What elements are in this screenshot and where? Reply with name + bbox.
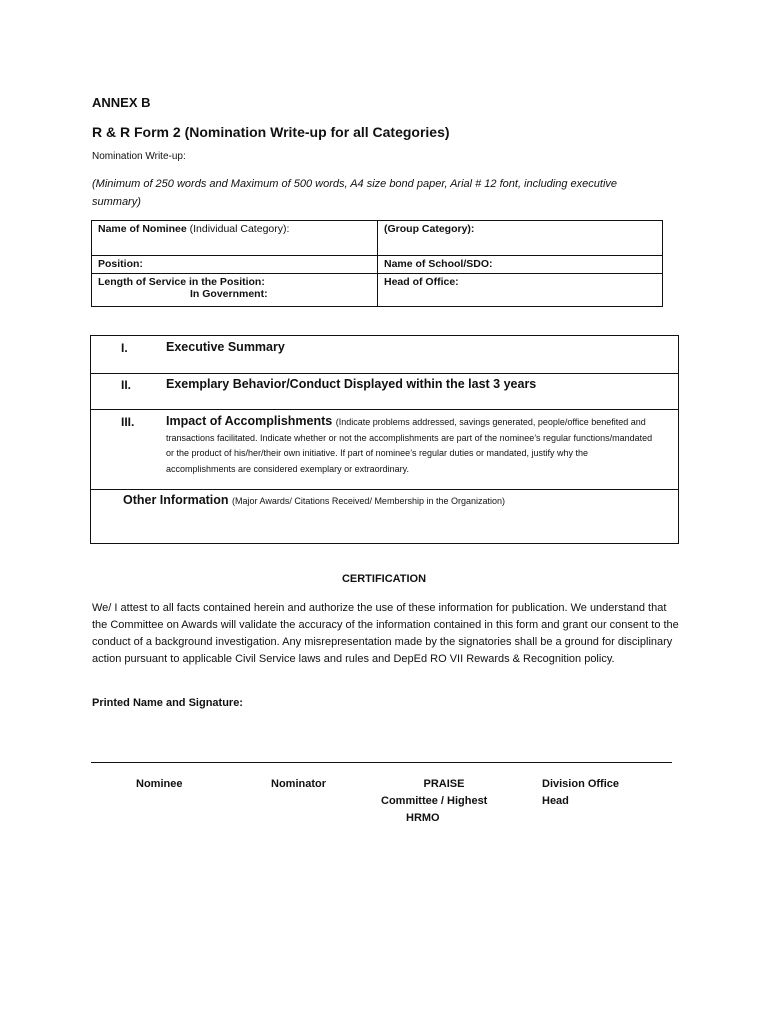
signatory-nominee: Nominee [136,778,183,790]
group-category-label: (Group Category): [384,223,475,235]
school-label: Name of School/SDO: [384,258,493,270]
instructions-text: (Minimum of 250 words and Maximum of 500 words, A4 size bond paper, Arial # 12 font, including executive summary) [92,178,618,208]
praise-line-2: Committee / Highest [381,795,488,807]
annex-label: ANNEX B [92,95,151,110]
nominee-name-label: Name of Nominee [98,223,187,235]
writeup-label: Nomination Write-up: [92,151,186,162]
praise-line-3: HRMO [406,812,440,824]
nominee-name-cell [92,221,378,256]
group-category-cell [378,221,663,256]
praise-line-1: PRAISE [423,778,465,790]
head-of-office-cell [378,274,663,307]
printed-name-label: Printed Name and Signature: [92,697,243,709]
section-note: (Indicate problems addressed, savings generated, people/office benefited and transactions facilitated. Indicate whether or not the accomplishments are part of the nominee’s regular functions/mandated or the product of his/her/their own initiative. If part of nominee’s regular duties or mandated, justify why the accomplishments are considered exemplary or extraordinary. [166,417,653,474]
section-title: Impact of Accomplishments [166,414,333,428]
signatory-nominator: Nominator [271,778,326,790]
section-number: I. [121,341,128,355]
signatory-division-office [542,776,619,810]
head-of-office-label: Head of Office: [384,276,459,288]
form-title: R & R Form 2 (Nomination Write-up for all Categories) [92,124,450,140]
section-other-information [91,490,678,542]
length-of-service-cell [92,274,378,307]
section-title: Exemplary Behavior/Conduct Displayed within the last 3 years [166,377,537,391]
section-number: III. [121,415,135,429]
certification-title: CERTIFICATION [341,573,427,585]
section-number: II. [121,378,132,392]
signatory-praise [381,776,501,827]
other-info-note: (Major Awards/ Citations Received/ Membership in the Organization) [232,496,505,506]
writeup-sections-box [90,335,679,544]
section-impact-of-accomplishments [91,410,678,490]
length-of-service-label: Length of Service in the Position: [98,276,265,288]
division-line-2: Head [542,795,569,807]
school-cell [378,256,663,274]
other-info-title: Other Information [123,493,229,507]
signature-line [91,762,672,763]
certification-body: We/ I attest to all facts contained herein and authorize the use of these information for publication. We understand that the Committee on Awards will validate the accuracy of the information contained in this form and grant our consent to the conduct of a background investigation. Any misrepresentation made by the signatories shall be a ground for disciplinary action pursuant to applicable Civil Service laws and rules and DepEd RO VII Rewards & Recognition policy. [92,602,679,665]
nominee-category-note: (Individual Category): [189,223,290,235]
section-exemplary-behavior [91,374,678,410]
nominee-info-table [91,220,663,307]
section-title: Executive Summary [166,340,285,354]
division-line-1: Division Office [542,778,620,790]
section-executive-summary [91,336,678,374]
position-label: Position: [98,258,143,270]
position-cell [92,256,378,274]
in-government-label: In Government: [190,288,268,300]
